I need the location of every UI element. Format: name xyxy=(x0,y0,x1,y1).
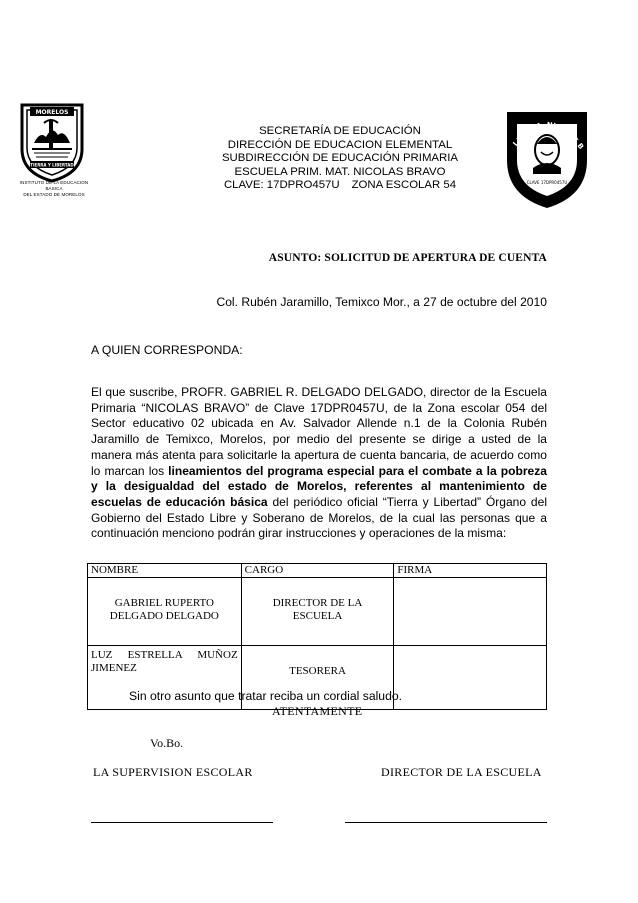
header-clave: CLAVE: 17DPRO457U xyxy=(223,179,340,192)
state-crest-logo xyxy=(18,103,86,183)
header-line-escuela: ESCUELA PRIM. MAT. NICOLAS BRAVO xyxy=(234,165,446,178)
body-text-bold: lineamientos del programa especial para el combate a la pobreza y la desigualdad del estado de Morelos, referentes al mantenimiento de escuelas de educación básica xyxy=(91,463,547,509)
header-zona: ZONA ESCOLAR 54 xyxy=(351,179,457,192)
subject-line: ASUNTO: SOLICITUD DE APERTURA DE CUENTA xyxy=(268,252,547,264)
director-signature-label: DIRECTOR DE LA ESCUELA xyxy=(381,765,542,779)
signer-name-line1: GABRIEL RUPERTO xyxy=(114,597,214,609)
letterhead xyxy=(190,125,490,193)
place-date: Col. Rubén Jaramillo, Temixco Mor., a 27 de octubre del 2010 xyxy=(216,295,547,309)
atentamente: ATENTAMENTE xyxy=(272,704,363,718)
supervision-signature-label: LA SUPERVISION ESCOLAR xyxy=(93,765,253,779)
body-text-part1: El que suscribe, PROFR. GABRIEL R. DELGADO DELGADO, director de la Escuela Primaria “NICOLAS BRAVO” de Clave 17DPR0457U, de la Zona escolar 054 del Sector educativo 02 ubicada en Av. Salvador Allende n.1 de la Colonia Rubén Jaramillo de Temixco, Morelos, por medio del presente se dirige a usted de la manera más atenta para solicitarle la apertura de cuenta bancaria, de acuerdo como lo marcan los xyxy=(91,385,547,478)
authorized-signers-table xyxy=(87,563,547,710)
header-line-subdireccion: SUBDIRECCIÓN DE EDUCACIÓN PRIMARIA xyxy=(221,152,459,165)
signer-cargo-line1: TESORERA xyxy=(289,665,346,677)
signature-cell xyxy=(394,646,547,710)
signer-name-line1: LUZ ESTRELLA MUÑOZ xyxy=(91,649,238,661)
table-row xyxy=(88,578,547,646)
director-signature-line xyxy=(345,822,547,823)
body-paragraph xyxy=(91,385,547,542)
body-text-part2: del periódico oficial “Tierra y Libertad” Órgano del Gobierno del Estado Libre y Soberano de Morelos, de la cual las personas que a continuación menciono podrán girar instrucciones y operaciones de la misma: xyxy=(91,494,548,541)
signer-name-line2: DELGADO DELGADO xyxy=(109,610,219,622)
header-line-clave xyxy=(190,179,490,193)
vobo-label: Vo.Bo. xyxy=(150,736,184,750)
institution-caption xyxy=(12,180,96,198)
signer-cargo-line2: ESCUELA xyxy=(292,610,343,622)
table-header-row xyxy=(88,564,547,578)
signer-name-line2: JIMENEZ xyxy=(91,662,137,674)
seal-inner-text: CLAVE 17DPR0457U xyxy=(526,180,568,185)
institution-caption-line1: INSTITUTO DE LA EDUCACION BASICA xyxy=(19,180,89,191)
school-seal-logo xyxy=(503,108,591,210)
header-nombre: NOMBRE xyxy=(88,564,242,578)
signature-cell xyxy=(394,578,547,646)
header-firma: FIRMA xyxy=(394,564,547,578)
crest-motto-top: MORELOS xyxy=(35,109,69,116)
signer-cargo-line1: DIRECTOR DE LA xyxy=(272,597,363,609)
crest-motto-bottom: TIERRA Y LIBERTAD xyxy=(30,162,74,168)
header-cargo: CARGO xyxy=(241,564,394,578)
header-line-secretaria: SECRETARÍA DE EDUCACIÓN xyxy=(259,125,421,137)
signer-name-cell xyxy=(88,578,242,646)
seal-ring-text: LA PRIM. NICOLAS B xyxy=(511,120,586,152)
supervision-signature-line xyxy=(91,822,273,823)
closing-line: Sin otro asunto que tratar reciba un cordial saludo. xyxy=(129,689,403,703)
header-line-direccion: DIRECCIÓN DE EDUCACION ELEMENTAL xyxy=(227,138,453,151)
institution-caption-line2: DEL ESTADO DE MORELOS xyxy=(23,192,85,197)
signer-cargo-cell xyxy=(241,578,394,646)
salutation: A QUIEN CORRESPONDA: xyxy=(91,343,243,357)
